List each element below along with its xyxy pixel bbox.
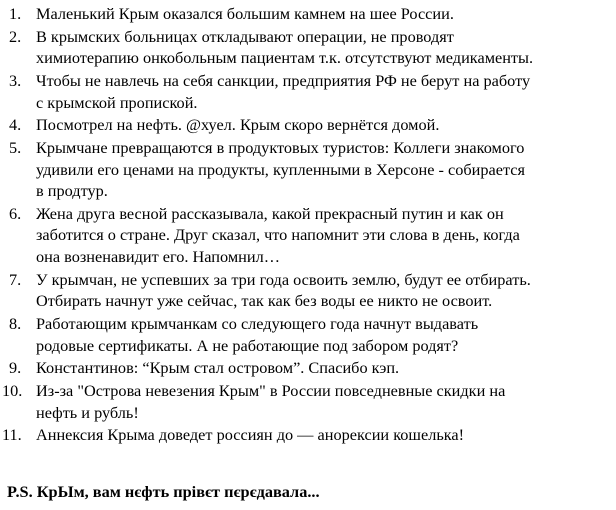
list-item (0, 380, 616, 423)
list-item (0, 269, 616, 312)
item-number: 11. (2, 425, 22, 445)
item-text-line: Маленький Крым оказался большим камнем на шее России. (36, 4, 454, 23)
item-number: 7. (9, 269, 22, 289)
item-text-line: Работающим крымчанкам со следующего года начнут выдавать (36, 313, 479, 333)
item-number: 2. (9, 26, 22, 46)
item-text-line: с крымской пропиской. (36, 92, 198, 112)
item-text-line: Константинов: “Крым стал островом”. Спасибо кэп. (36, 358, 400, 378)
item-text-line: заботится о стране. Друг сказал, что напомнит эти слова в день, когда (36, 225, 520, 245)
item-number: 1. (9, 4, 22, 23)
postscript: P.S. КрЫм, вам нєфть прівєт пєрєдавала... (7, 482, 320, 501)
item-text-line: Крымчане превращаются в продуктовых туристов: Коллеги знакомого (36, 137, 525, 157)
item-text-line: Аннексия Крыма доведет россиян до — анорексии кошелька! (36, 425, 465, 445)
item-text-line: нефть и рубль! (36, 402, 139, 422)
item-text-line: она возненавидит его. Напомнил… (36, 247, 280, 266)
item-number: 8. (9, 313, 22, 333)
list-item (0, 137, 616, 202)
item-number: 6. (9, 203, 22, 223)
item-text-line: Отбирать начнут уже сейчас, так как без воды ее никто не освоит. (36, 291, 493, 311)
item-text-line: химиотерапию онкобольным пациентам т.к. отсутствуют медикаменты. (36, 48, 534, 68)
item-text-line: удивили его ценами на продукты, купленными в Херсоне - собирается (36, 159, 526, 179)
item-text-line: Из-за "Острова невезения Крым" в России повседневные скидки на (36, 380, 506, 400)
list-item (0, 424, 616, 446)
item-text-line: В крымских больницах откладывают операции, не проводят (36, 26, 454, 46)
numbered-list (0, 3, 616, 447)
item-number: 4. (9, 115, 22, 135)
item-number: 3. (9, 70, 22, 90)
item-text-line: Чтобы не навлечь на себя санкции, предприятия РФ не берут на работу (36, 70, 531, 90)
list-item (0, 313, 616, 356)
item-number: 5. (9, 137, 22, 157)
item-text-line: родовые сертификаты. А не работающие под забором родят? (36, 335, 459, 355)
list-item (0, 114, 616, 136)
list-item (0, 3, 616, 25)
list-item (0, 203, 616, 268)
item-text-line: Жена друга весной рассказывала, какой прекрасный путин и как он (36, 203, 504, 223)
list-item (0, 70, 616, 113)
item-text-line: Посмотрел на нефть. @хуел. Крым скоро вернётся домой. (36, 115, 440, 135)
item-text-line: в продтур. (36, 181, 108, 201)
item-text-line: У крымчан, не успевших за три года освоить землю, будут ее отбирать. (36, 269, 531, 289)
item-number: 9. (9, 358, 22, 378)
item-number: 10. (2, 380, 23, 400)
list-item (0, 357, 616, 379)
list-item (0, 26, 616, 69)
